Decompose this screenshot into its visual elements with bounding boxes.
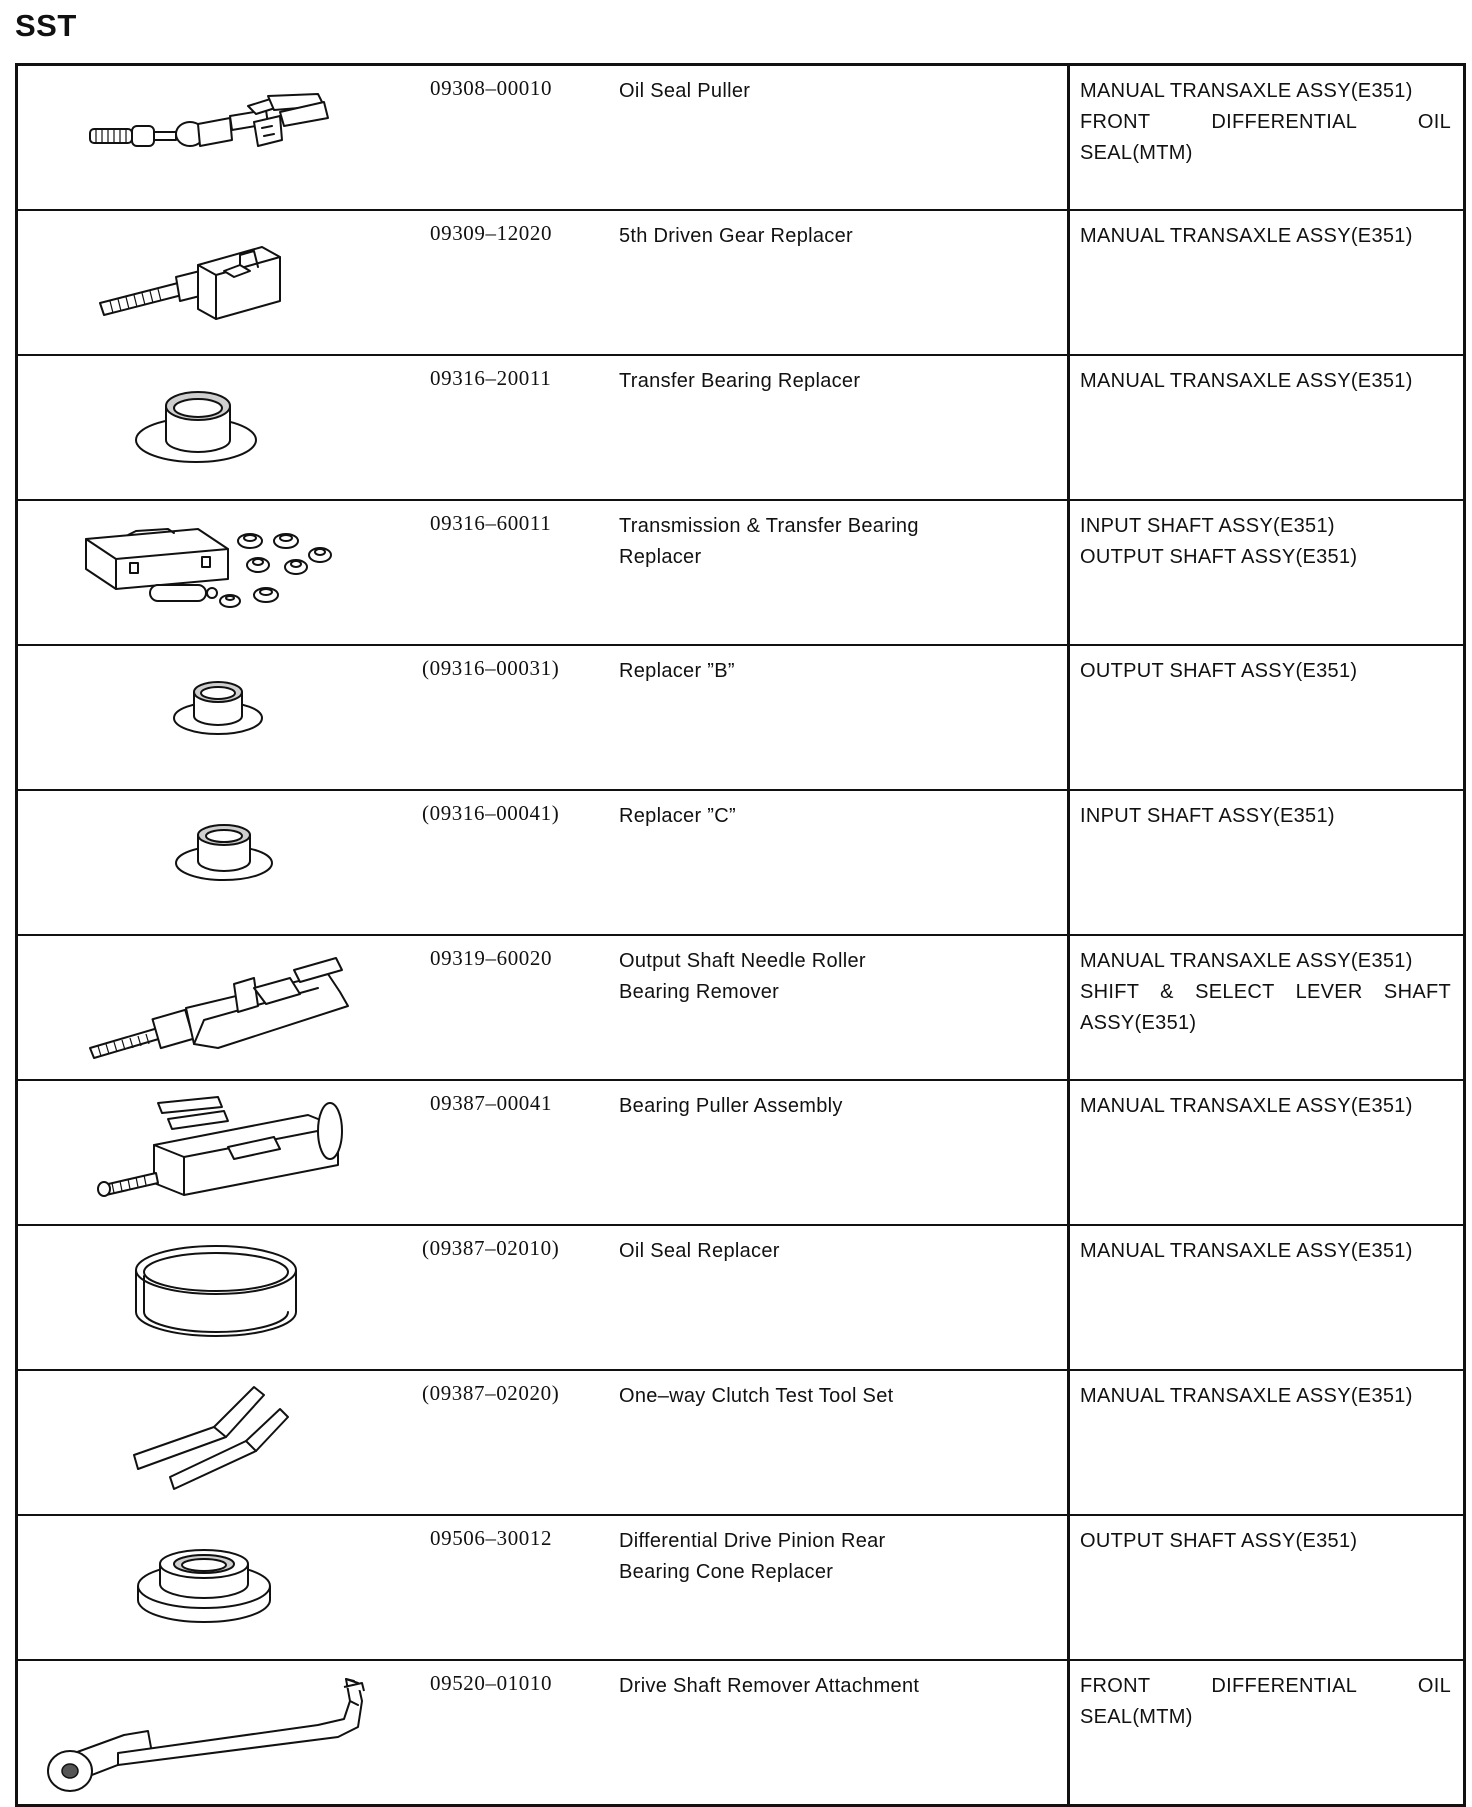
usage-cell: [1069, 1080, 1465, 1225]
usage-cell: [1069, 1225, 1465, 1370]
tool-name-line: Drive Shaft Remover Attachment: [619, 1675, 920, 1697]
part-number: 09309–12020: [430, 221, 553, 245]
part-number: (09316–00041): [422, 801, 560, 825]
oil-seal-puller-icon: [18, 66, 438, 209]
tool-name: [619, 656, 949, 687]
table-row: [17, 355, 1465, 500]
tool-name: [619, 221, 949, 252]
part-number: 09316–60011: [430, 511, 552, 535]
part-number: (09387–02020): [422, 1381, 560, 1405]
usage-line: MANUAL TRANSAXLE ASSY(E351): [1080, 950, 1413, 972]
tool-illustration: [18, 211, 438, 354]
tool-name: [619, 1671, 949, 1702]
table-row: [17, 65, 1465, 211]
oil-seal-replacer-ring-icon: [18, 1226, 438, 1369]
tool-cell: [17, 645, 1069, 790]
usage-cell: [1069, 355, 1465, 500]
tool-name-line: Differential Drive Pinion Rear: [619, 1530, 886, 1552]
tool-illustration: [18, 646, 438, 789]
usage-line: INPUT SHAFT ASSY(E351): [1080, 805, 1335, 827]
usage-cell: [1069, 935, 1465, 1080]
tool-cell: [17, 790, 1069, 935]
tool-name: [619, 1526, 949, 1588]
tool-illustration: [18, 1516, 438, 1659]
table-row: [17, 500, 1465, 645]
bearing-puller-assembly-icon: [18, 1081, 438, 1224]
usage-line: MANUAL TRANSAXLE ASSY(E351): [1080, 80, 1413, 102]
tool-cell: [17, 1080, 1069, 1225]
usage-cell: [1069, 500, 1465, 645]
part-number: 09308–00010: [430, 76, 553, 100]
tool-cell: [17, 500, 1069, 645]
tool-illustration: [18, 66, 438, 209]
part-number: 09520–01010: [430, 1671, 553, 1695]
usage-cell: [1069, 1370, 1465, 1515]
table-row: [17, 1080, 1465, 1225]
drive-shaft-remover-icon: [18, 1661, 438, 1804]
usage-cell: [1069, 65, 1465, 211]
bearing-replacer-icon: [18, 356, 438, 499]
usage-line: MANUAL TRANSAXLE ASSY(E351): [1080, 225, 1413, 247]
usage-cell: [1069, 1515, 1465, 1660]
tool-name: [619, 366, 949, 397]
tool-illustration: [18, 791, 438, 934]
tool-illustration: [18, 1661, 438, 1804]
tool-cell: [17, 210, 1069, 355]
table-row: [17, 645, 1465, 790]
tool-name-line: Transfer Bearing Replacer: [619, 370, 861, 392]
part-number: 09319–60020: [430, 946, 553, 970]
table-row: [17, 210, 1465, 355]
tool-name: [619, 1381, 949, 1412]
table-row: [17, 1515, 1465, 1660]
tool-name-line: Replacer ”B”: [619, 660, 735, 682]
tool-name-line: Bearing Cone Replacer: [619, 1561, 834, 1583]
tool-cell: [17, 1515, 1069, 1660]
clutch-test-tool-icon: [18, 1371, 438, 1514]
usage-line: SEAL(MTM): [1080, 1706, 1193, 1728]
tool-illustration: [18, 501, 438, 644]
tool-name: [619, 511, 949, 573]
tool-name-line: Bearing Remover: [619, 981, 780, 1003]
table-row: [17, 790, 1465, 935]
tool-name-line: Bearing Puller Assembly: [619, 1095, 843, 1117]
sst-table: [15, 63, 1466, 1807]
part-number: 09506–30012: [430, 1526, 553, 1550]
usage-line: ASSY(E351): [1080, 1012, 1197, 1034]
tool-name-line: 5th Driven Gear Replacer: [619, 225, 853, 247]
tool-cell: [17, 1225, 1069, 1370]
usage-line: FRONT DIFFERENTIAL OIL: [1080, 1675, 1451, 1697]
usage-cell: [1069, 210, 1465, 355]
tool-cell: [17, 355, 1069, 500]
tool-cell: [17, 1370, 1069, 1515]
tool-name-line: Output Shaft Needle Roller: [619, 950, 866, 972]
tool-cell: [17, 1660, 1069, 1806]
usage-line: OUTPUT SHAFT ASSY(E351): [1080, 1530, 1358, 1552]
tool-name-line: One–way Clutch Test Tool Set: [619, 1385, 894, 1407]
table-row: [17, 1660, 1465, 1806]
gear-replacer-icon: [18, 211, 438, 354]
usage-cell: [1069, 790, 1465, 935]
tool-name-line: Replacer ”C”: [619, 805, 736, 827]
table-row: [17, 1225, 1465, 1370]
part-number: (09387–02010): [422, 1236, 560, 1260]
replacer-c-icon: [18, 791, 438, 934]
usage-line: SEAL(MTM): [1080, 142, 1193, 164]
usage-line: SHIFT & SELECT LEVER SHAFT: [1080, 981, 1451, 1003]
part-number: 09387–00041: [430, 1091, 553, 1115]
tool-name: [619, 1236, 949, 1267]
replacer-b-icon: [18, 646, 438, 789]
usage-line: FRONT DIFFERENTIAL OIL: [1080, 111, 1451, 133]
tool-name: [619, 76, 949, 107]
usage-line: OUTPUT SHAFT ASSY(E351): [1080, 546, 1358, 568]
usage-line: INPUT SHAFT ASSY(E351): [1080, 515, 1335, 537]
tool-cell: [17, 935, 1069, 1080]
tool-name-line: Transmission & Transfer Bearing: [619, 515, 919, 537]
tool-cell: [17, 65, 1069, 211]
tool-illustration: [18, 1371, 438, 1514]
tool-illustration: [18, 936, 438, 1079]
part-number: (09316–00031): [422, 656, 560, 680]
usage-line: MANUAL TRANSAXLE ASSY(E351): [1080, 370, 1413, 392]
usage-cell: [1069, 645, 1465, 790]
tool-name: [619, 946, 949, 1008]
page-title: SST: [15, 8, 77, 43]
usage-line: OUTPUT SHAFT ASSY(E351): [1080, 660, 1358, 682]
table-row: [17, 1370, 1465, 1515]
usage-line: MANUAL TRANSAXLE ASSY(E351): [1080, 1095, 1413, 1117]
tool-illustration: [18, 356, 438, 499]
tool-name-line: Replacer: [619, 546, 702, 568]
usage-line: MANUAL TRANSAXLE ASSY(E351): [1080, 1240, 1413, 1262]
bearing-cone-replacer-icon: [18, 1516, 438, 1659]
usage-line: MANUAL TRANSAXLE ASSY(E351): [1080, 1385, 1413, 1407]
usage-cell: [1069, 1660, 1465, 1806]
needle-bearing-remover-icon: [18, 936, 438, 1079]
table-row: [17, 935, 1465, 1080]
tool-name-line: Oil Seal Replacer: [619, 1240, 780, 1262]
tool-name: [619, 801, 949, 832]
replacer-set-case-icon: [18, 501, 438, 644]
tool-name: [619, 1091, 949, 1122]
tool-illustration: [18, 1226, 438, 1369]
tool-illustration: [18, 1081, 438, 1224]
part-number: 09316–20011: [430, 366, 552, 390]
tool-name-line: Oil Seal Puller: [619, 80, 751, 102]
